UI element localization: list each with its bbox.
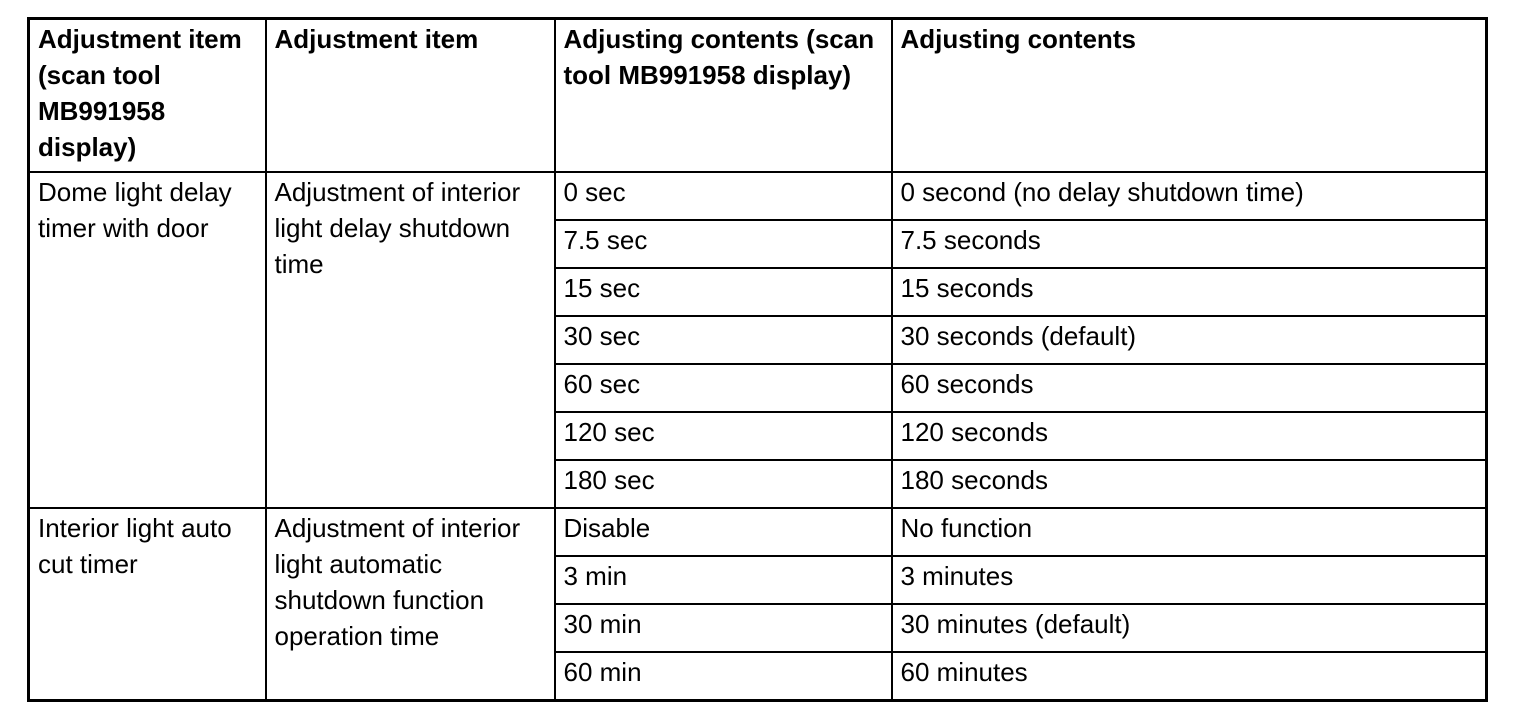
group-display-item: Dome light delay timer with door <box>29 172 266 508</box>
row-contents-value: 30 minutes (default) <box>892 604 1487 652</box>
row-contents-value: 0 second (no delay shutdown time) <box>892 172 1487 220</box>
row-display-value: 60 sec <box>555 364 892 412</box>
header-adjustment-item: Adjustment item <box>266 19 555 173</box>
row-contents-value: 3 minutes <box>892 556 1487 604</box>
group-item: Adjustment of interior light automatic shutdown function operation time <box>266 508 555 701</box>
row-display-value: 30 sec <box>555 316 892 364</box>
header-adjusting-contents: Adjusting contents <box>892 19 1487 173</box>
adjustment-table <box>27 17 1488 702</box>
row-display-value: 120 sec <box>555 412 892 460</box>
header-scan-tool-item: Adjustment item (scan tool MB991958 display) <box>29 19 266 173</box>
row-contents-value: 120 seconds <box>892 412 1487 460</box>
row-contents-value: 7.5 seconds <box>892 220 1487 268</box>
row-display-value: 15 sec <box>555 268 892 316</box>
row-display-value: 7.5 sec <box>555 220 892 268</box>
table-row <box>29 172 1487 220</box>
row-contents-value: 15 seconds <box>892 268 1487 316</box>
row-display-value: 180 sec <box>555 460 892 508</box>
row-display-value: 30 min <box>555 604 892 652</box>
group-display-item: Interior light auto cut timer <box>29 508 266 701</box>
row-display-value: Disable <box>555 508 892 556</box>
row-contents-value: 60 minutes <box>892 652 1487 701</box>
group-item: Adjustment of interior light delay shutdown time <box>266 172 555 508</box>
table-row <box>29 508 1487 556</box>
header-scan-tool-contents: Adjusting contents (scan tool MB991958 display) <box>555 19 892 173</box>
row-contents-value: 60 seconds <box>892 364 1487 412</box>
row-display-value: 0 sec <box>555 172 892 220</box>
row-display-value: 60 min <box>555 652 892 701</box>
row-contents-value: 30 seconds (default) <box>892 316 1487 364</box>
row-contents-value: No function <box>892 508 1487 556</box>
row-display-value: 3 min <box>555 556 892 604</box>
row-contents-value: 180 seconds <box>892 460 1487 508</box>
table-header-row <box>29 19 1487 173</box>
